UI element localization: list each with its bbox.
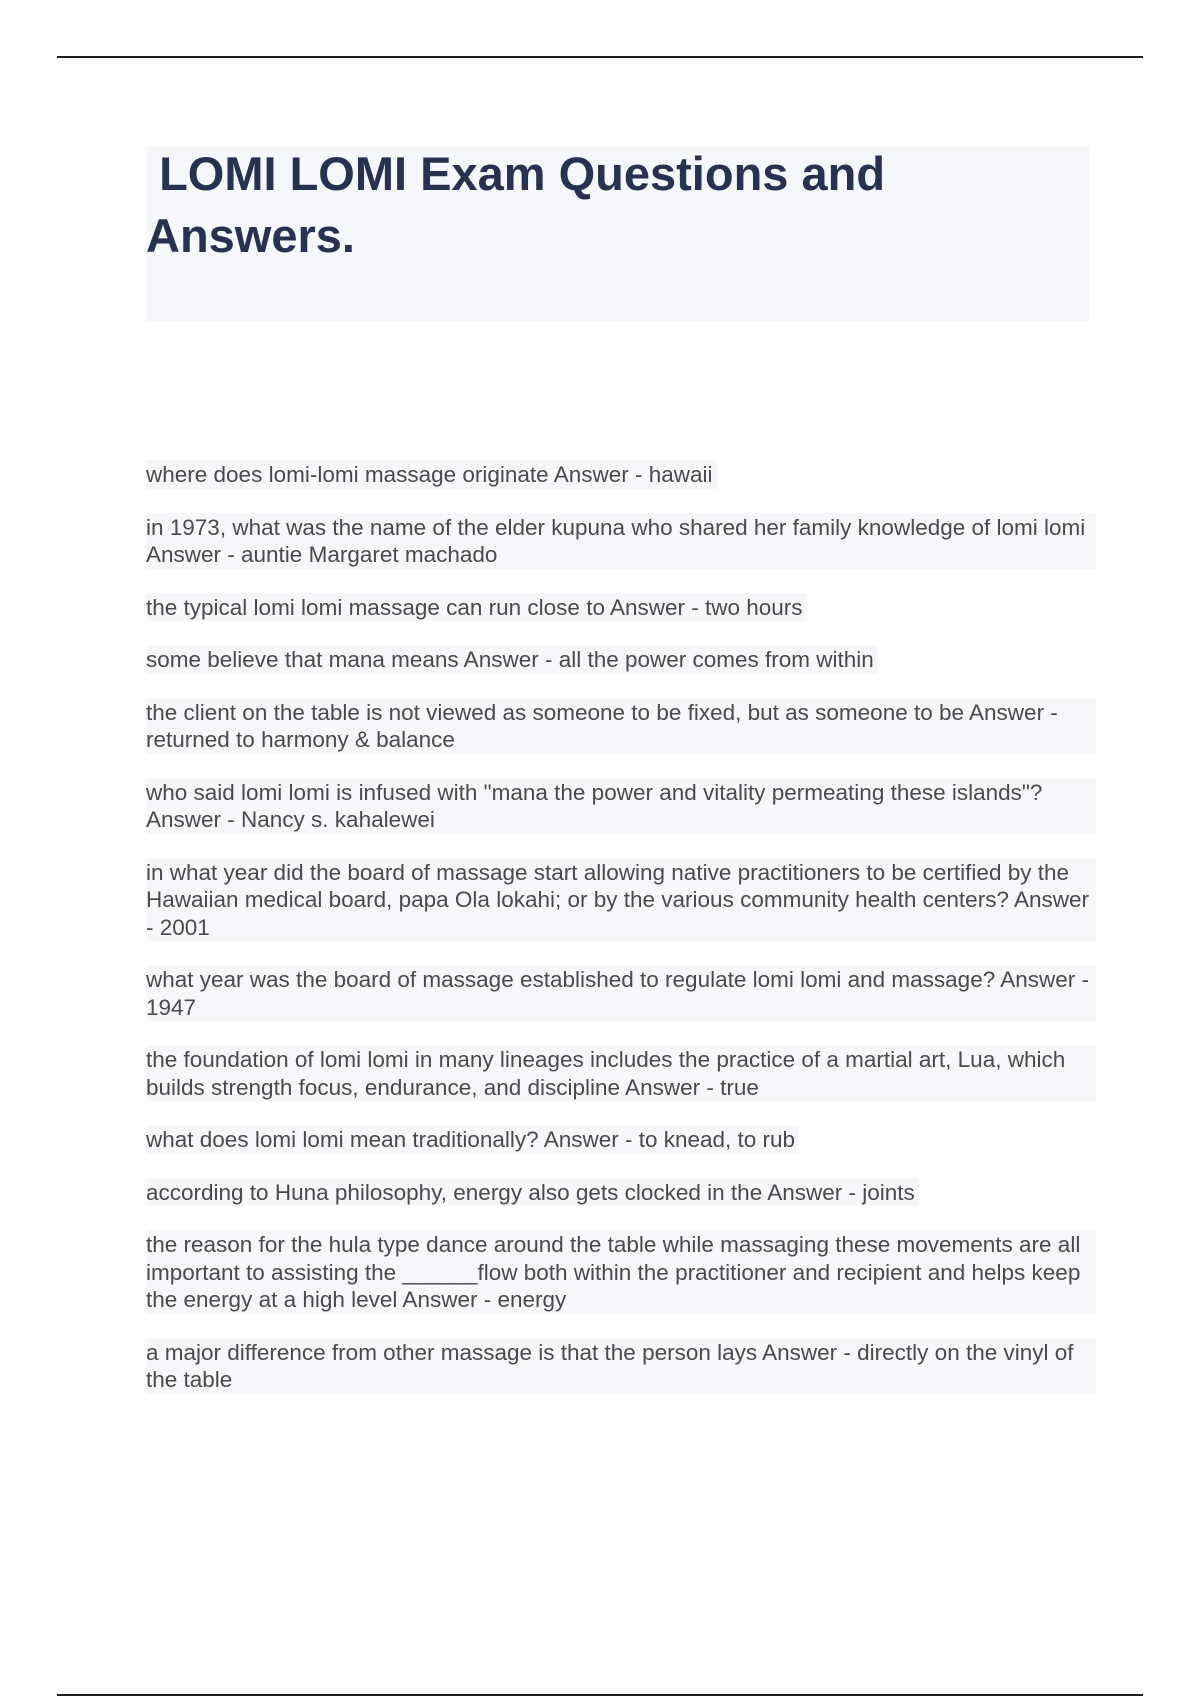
- qa-list: [146, 460, 1096, 1394]
- qa-item: according to Huna philosophy, energy also gets clocked in the Answer - joints: [146, 1178, 919, 1207]
- qa-item: the client on the table is not viewed as someone to be fixed, but as someone to be Answer - returned to harmony & balance: [146, 698, 1096, 754]
- qa-item: what does lomi lomi mean traditionally? Answer - to knead, to rub: [146, 1125, 799, 1154]
- qa-item: what year was the board of massage established to regulate lomi lomi and massage? Answer - 1947: [146, 965, 1096, 1021]
- qa-item: in 1973, what was the name of the elder kupuna who shared her family knowledge of lomi lomi Answer - auntie Margaret machado: [146, 513, 1096, 569]
- qa-item: the foundation of lomi lomi in many lineages includes the practice of a martial art, Lua, which builds strength focus, endurance, and discipline Answer - true: [146, 1045, 1096, 1101]
- qa-item: who said lomi lomi is infused with "mana the power and vitality permeating these islands"? Answer - Nancy s. kahalewei: [146, 778, 1096, 834]
- qa-item: in what year did the board of massage start allowing native practitioners to be certified by the Hawaiian medical board, papa Ola lokahi; or by the various community health centers? Answer - 2001: [146, 858, 1096, 942]
- qa-item: some believe that mana means Answer - all the power comes from within: [146, 645, 878, 674]
- bottom-rule: [57, 1694, 1143, 1696]
- qa-item: the reason for the hula type dance around the table while massaging these movements are all important to assisting the ______flow both within the practitioner and recipient and helps keep the energy at a high level Answer - energy: [146, 1230, 1096, 1314]
- title-block: [146, 146, 1089, 321]
- qa-item: the typical lomi lomi massage can run close to Answer - two hours: [146, 593, 807, 622]
- top-rule: [57, 56, 1143, 58]
- qa-item: where does lomi-lomi massage originate Answer - hawaii: [146, 460, 717, 489]
- qa-item: a major difference from other massage is that the person lays Answer - directly on the vinyl of the table: [146, 1338, 1096, 1394]
- page-title: LOMI LOMI Exam Questions and Answers.: [146, 147, 886, 262]
